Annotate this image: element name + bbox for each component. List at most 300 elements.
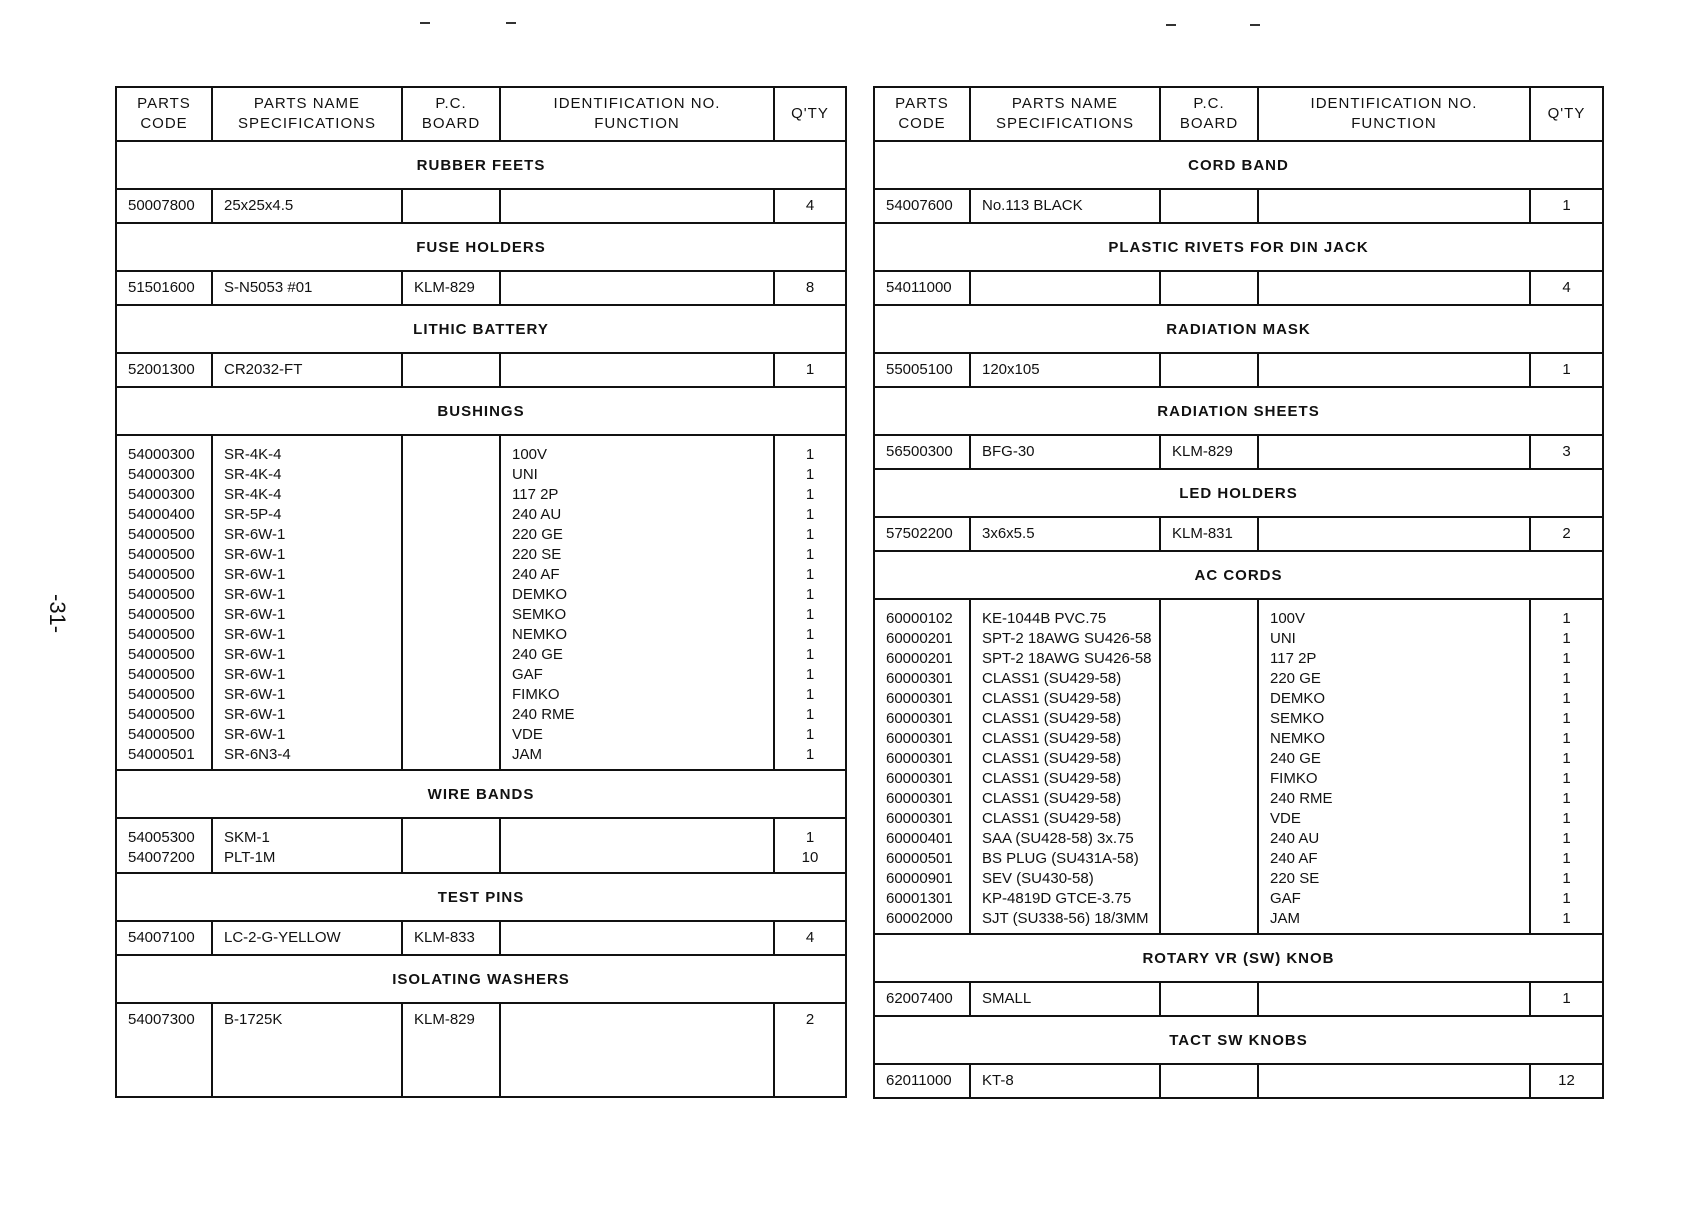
quantity: 1 bbox=[1562, 650, 1571, 667]
quantity: 1 bbox=[805, 566, 815, 583]
pc-board bbox=[1172, 789, 1246, 809]
parts-name-cell bbox=[971, 1065, 1161, 1097]
quantity: 1 bbox=[805, 746, 815, 763]
parts-name: SR-6W-1 bbox=[224, 526, 286, 543]
scan-mark bbox=[506, 22, 516, 24]
pc-board: KLM-829 bbox=[414, 1011, 475, 1028]
parts-code: 60000301 bbox=[886, 730, 953, 747]
identification: SEMKO bbox=[1270, 710, 1325, 727]
parts-name: SR-6W-1 bbox=[224, 666, 286, 683]
identification: SEMKO bbox=[512, 606, 567, 623]
parts-name: SR-4K-4 bbox=[224, 466, 282, 483]
identification: DEMKO bbox=[1270, 690, 1326, 707]
identification bbox=[1270, 360, 1518, 380]
parts-code-cell bbox=[117, 190, 213, 222]
identification bbox=[512, 360, 762, 380]
header-row bbox=[117, 88, 845, 142]
identification-cell bbox=[501, 436, 775, 769]
pc-board bbox=[1172, 360, 1246, 380]
quantity: 4 bbox=[805, 197, 815, 214]
pc-board bbox=[414, 465, 488, 485]
quantity: 1 bbox=[1562, 810, 1571, 827]
identification: 117 2P bbox=[512, 486, 559, 503]
parts-name: CLASS1 (SU429-58) bbox=[982, 670, 1122, 687]
quantity-cell bbox=[775, 190, 845, 222]
parts-name-cell bbox=[971, 983, 1161, 1015]
quantity-cell bbox=[1531, 518, 1602, 550]
pc-board bbox=[414, 360, 488, 380]
section-title: LED HOLDERS bbox=[875, 470, 1602, 518]
quantity-cell bbox=[1531, 354, 1602, 386]
parts-code: 54000400 bbox=[128, 506, 195, 523]
quantity: 3 bbox=[1562, 443, 1571, 460]
parts-code-cell bbox=[117, 436, 213, 769]
parts-name: CLASS1 (SU429-58) bbox=[982, 750, 1122, 767]
quantity: 4 bbox=[1562, 279, 1571, 296]
parts-code: 54007100 bbox=[128, 929, 195, 946]
parts-row bbox=[875, 983, 1602, 1017]
parts-table-left bbox=[115, 86, 847, 1098]
quantity: 4 bbox=[805, 929, 815, 946]
section-title: RADIATION SHEETS bbox=[875, 388, 1602, 436]
parts-code-cell bbox=[117, 272, 213, 304]
section-title: TACT SW KNOBS bbox=[875, 1017, 1602, 1065]
parts-name: SR-6W-1 bbox=[224, 726, 286, 743]
parts-code: 54000500 bbox=[128, 646, 195, 663]
identification: 220 GE bbox=[512, 526, 563, 543]
parts-name: SR-6N3-4 bbox=[224, 746, 291, 763]
parts-row bbox=[117, 272, 845, 306]
pc-board bbox=[1172, 1071, 1246, 1091]
parts-row bbox=[875, 436, 1602, 470]
quantity-cell bbox=[775, 354, 845, 386]
parts-code: 54007600 bbox=[886, 197, 953, 214]
quantity: 1 bbox=[805, 586, 815, 603]
quantity: 8 bbox=[805, 279, 815, 296]
parts-code: 60000301 bbox=[886, 770, 953, 787]
quantity-cell bbox=[1531, 272, 1602, 304]
parts-code-header: PARTS CODE bbox=[117, 88, 213, 140]
identification-cell bbox=[501, 190, 775, 222]
parts-name-cell bbox=[971, 190, 1161, 222]
parts-row bbox=[117, 1004, 845, 1096]
parts-code-cell bbox=[117, 1004, 213, 1096]
identification: 240 GE bbox=[1270, 750, 1321, 767]
section-title: WIRE BANDS bbox=[117, 771, 845, 819]
parts-name: 25x25x4.5 bbox=[224, 197, 294, 214]
identification-cell bbox=[1259, 600, 1531, 933]
parts-name: KT-8 bbox=[982, 1072, 1014, 1089]
parts-code-cell bbox=[117, 922, 213, 954]
pc-board: KLM-829 bbox=[414, 279, 475, 296]
parts-code: 52001300 bbox=[128, 361, 195, 378]
identification-cell bbox=[501, 922, 775, 954]
identification: 100V bbox=[1270, 610, 1306, 627]
pc-board bbox=[1172, 629, 1246, 649]
parts-name: SPT-2 18AWG SU426-58 bbox=[982, 650, 1152, 667]
parts-name-header: PARTS NAME SPECIFICATIONS bbox=[971, 88, 1161, 140]
pc-board bbox=[414, 545, 488, 565]
parts-name: CLASS1 (SU429-58) bbox=[982, 710, 1122, 727]
parts-code-header: PARTS CODE bbox=[875, 88, 971, 140]
identification-cell bbox=[1259, 983, 1531, 1015]
pc-board bbox=[414, 705, 488, 725]
parts-name: CLASS1 (SU429-58) bbox=[982, 810, 1122, 827]
parts-code: 54000500 bbox=[128, 566, 195, 583]
pc-board bbox=[1172, 609, 1246, 629]
parts-name: SR-6W-1 bbox=[224, 566, 286, 583]
quantity: 1 bbox=[805, 626, 815, 643]
parts-name: CLASS1 (SU429-58) bbox=[982, 730, 1122, 747]
quantity-cell bbox=[775, 819, 845, 872]
quantity: 1 bbox=[805, 646, 815, 663]
pc-board-cell bbox=[403, 436, 501, 769]
pc-board bbox=[1172, 869, 1246, 889]
parts-code: 60000501 bbox=[886, 850, 953, 867]
parts-code: 54000300 bbox=[128, 446, 195, 463]
identification bbox=[512, 928, 762, 948]
parts-name: SR-4K-4 bbox=[224, 446, 282, 463]
parts-code: 60000301 bbox=[886, 690, 953, 707]
parts-code: 54000500 bbox=[128, 666, 195, 683]
parts-name: SAA (SU428-58) 3x.75 bbox=[982, 830, 1134, 847]
identification: FIMKO bbox=[512, 686, 560, 703]
identification: 240 AU bbox=[1270, 830, 1320, 847]
parts-code: 54011000 bbox=[886, 279, 952, 296]
parts-row bbox=[875, 272, 1602, 306]
identification: 240 RME bbox=[1270, 790, 1333, 807]
parts-code: 60000301 bbox=[886, 790, 953, 807]
parts-code: 54007200 bbox=[128, 849, 195, 866]
identification: 220 GE bbox=[1270, 670, 1321, 687]
parts-code: 54005300 bbox=[128, 829, 195, 846]
identification: 220 SE bbox=[512, 546, 562, 563]
parts-code: 60001301 bbox=[886, 890, 953, 907]
pc-board bbox=[1172, 809, 1246, 829]
parts-code: 54007300 bbox=[128, 1011, 195, 1028]
parts-code: 56500300 bbox=[886, 443, 953, 460]
parts-row bbox=[875, 518, 1602, 552]
parts-name-cell bbox=[213, 1004, 403, 1096]
quantity: 1 bbox=[1562, 750, 1571, 767]
pc-board-cell bbox=[1161, 983, 1259, 1015]
quantity: 1 bbox=[805, 466, 815, 483]
pc-board-cell bbox=[1161, 436, 1259, 468]
pc-board bbox=[414, 685, 488, 705]
section-title: TEST PINS bbox=[117, 874, 845, 922]
pc-board bbox=[414, 565, 488, 585]
pc-board bbox=[414, 605, 488, 625]
parts-code-cell bbox=[875, 1065, 971, 1097]
pc-board bbox=[414, 665, 488, 685]
quantity-cell bbox=[1531, 190, 1602, 222]
qty-header: Q'TY bbox=[791, 105, 829, 122]
parts-name: CR2032-FT bbox=[224, 361, 303, 378]
identification-cell bbox=[1259, 1065, 1531, 1097]
identification-cell bbox=[1259, 272, 1531, 304]
quantity: 1 bbox=[805, 829, 815, 846]
quantity-cell bbox=[1531, 600, 1602, 933]
identification: NEMKO bbox=[512, 626, 568, 643]
parts-code: 60000301 bbox=[886, 710, 953, 727]
identification-cell bbox=[501, 819, 775, 872]
parts-code: 60000301 bbox=[886, 810, 953, 827]
parts-name-cell bbox=[213, 436, 403, 769]
quantity: 1 bbox=[1562, 670, 1571, 687]
parts-code: 54000500 bbox=[128, 726, 195, 743]
quantity: 1 bbox=[805, 706, 815, 723]
pc-board bbox=[414, 725, 488, 745]
pc-board-header: P.C. BOARD bbox=[403, 88, 501, 140]
pc-board: KLM-833 bbox=[414, 929, 475, 946]
pc-board bbox=[414, 585, 488, 605]
quantity: 1 bbox=[1562, 870, 1571, 887]
parts-name: SR-6W-1 bbox=[224, 606, 286, 623]
parts-code: 54000300 bbox=[128, 486, 195, 503]
pc-board bbox=[414, 196, 488, 216]
parts-code-cell bbox=[117, 819, 213, 872]
quantity: 1 bbox=[1562, 730, 1571, 747]
identification bbox=[1270, 278, 1518, 298]
identification-cell bbox=[501, 354, 775, 386]
identification: VDE bbox=[1270, 810, 1301, 827]
identification bbox=[512, 1010, 762, 1030]
pc-board bbox=[414, 828, 488, 848]
quantity: 1 bbox=[1562, 690, 1571, 707]
parts-code: 60002000 bbox=[886, 910, 953, 927]
identification: 117 2P bbox=[1270, 650, 1317, 667]
identification: 240 RME bbox=[512, 706, 575, 723]
quantity: 1 bbox=[805, 446, 815, 463]
parts-code: 54000500 bbox=[128, 526, 195, 543]
parts-code: 50007800 bbox=[128, 197, 195, 214]
quantity: 1 bbox=[805, 361, 815, 378]
identification: NEMKO bbox=[1270, 730, 1326, 747]
pc-board bbox=[1172, 669, 1246, 689]
section-title: RUBBER FEETS bbox=[117, 142, 845, 190]
quantity: 1 bbox=[805, 686, 815, 703]
pc-board-cell bbox=[1161, 272, 1259, 304]
parts-name: BS PLUG (SU431A-58) bbox=[982, 850, 1139, 867]
parts-code: 54000500 bbox=[128, 606, 195, 623]
identification-header: IDENTIFICATION NO. FUNCTION bbox=[501, 88, 775, 140]
parts-name: SPT-2 18AWG SU426-58 bbox=[982, 630, 1152, 647]
quantity: 2 bbox=[1562, 525, 1571, 542]
scan-mark bbox=[420, 22, 430, 24]
identification: JAM bbox=[1270, 910, 1300, 927]
quantity: 1 bbox=[1562, 197, 1571, 214]
identification bbox=[1270, 196, 1518, 216]
parts-code-cell bbox=[875, 354, 971, 386]
pc-board-cell bbox=[1161, 600, 1259, 933]
parts-name: SR-6W-1 bbox=[224, 646, 286, 663]
parts-code-cell bbox=[875, 600, 971, 933]
parts-name: SR-6W-1 bbox=[224, 686, 286, 703]
quantity: 1 bbox=[805, 726, 815, 743]
pc-board-cell bbox=[1161, 354, 1259, 386]
pc-board bbox=[414, 525, 488, 545]
identification bbox=[1270, 524, 1518, 544]
identification: 100V bbox=[512, 446, 548, 463]
pc-board-header: P.C. BOARD bbox=[1161, 88, 1259, 140]
parts-code: 60000201 bbox=[886, 650, 953, 667]
identification: DEMKO bbox=[512, 586, 568, 603]
identification bbox=[1270, 989, 1518, 1009]
quantity: 1 bbox=[1562, 790, 1571, 807]
identification: UNI bbox=[512, 466, 538, 483]
quantity-cell bbox=[1531, 436, 1602, 468]
quantity: 10 bbox=[801, 849, 819, 866]
pc-board: KLM-831 bbox=[1172, 525, 1233, 542]
identification: JAM bbox=[512, 746, 542, 763]
identification: 240 GE bbox=[512, 646, 563, 663]
parts-code-cell bbox=[875, 272, 971, 304]
identification-cell bbox=[501, 272, 775, 304]
parts-name: SR-5P-4 bbox=[224, 506, 282, 523]
identification: GAF bbox=[512, 666, 543, 683]
pc-board-cell bbox=[1161, 190, 1259, 222]
section-title: ROTARY VR (SW) KNOB bbox=[875, 935, 1602, 983]
parts-name: SR-6W-1 bbox=[224, 586, 286, 603]
parts-name: 120x105 bbox=[982, 361, 1040, 378]
parts-code: 62007400 bbox=[886, 990, 953, 1007]
parts-code: 54000500 bbox=[128, 626, 195, 643]
parts-name-header: PARTS NAME SPECIFICATIONS bbox=[213, 88, 403, 140]
parts-row bbox=[875, 1065, 1602, 1097]
identification-cell bbox=[1259, 436, 1531, 468]
parts-name-cell bbox=[213, 272, 403, 304]
parts-name: No.113 BLACK bbox=[982, 197, 1083, 214]
pc-board-cell bbox=[403, 1004, 501, 1096]
identification-cell bbox=[1259, 518, 1531, 550]
pc-board-cell bbox=[403, 354, 501, 386]
parts-row bbox=[117, 922, 845, 956]
pc-board bbox=[414, 445, 488, 465]
quantity: 1 bbox=[805, 606, 815, 623]
quantity-cell bbox=[1531, 1065, 1602, 1097]
page-number: -31- bbox=[45, 594, 70, 634]
section-title: AC CORDS bbox=[875, 552, 1602, 600]
parts-code: 60000201 bbox=[886, 630, 953, 647]
parts-name: PLT-1M bbox=[224, 849, 276, 866]
pc-board-cell bbox=[1161, 518, 1259, 550]
pc-board bbox=[414, 848, 488, 868]
parts-name-cell bbox=[213, 190, 403, 222]
parts-name-cell bbox=[971, 436, 1161, 468]
parts-code-cell bbox=[875, 436, 971, 468]
pc-board bbox=[1172, 769, 1246, 789]
parts-code: 54000500 bbox=[128, 706, 195, 723]
parts-name: LC-2-G-YELLOW bbox=[224, 929, 341, 946]
parts-code: 57502200 bbox=[886, 525, 953, 542]
quantity: 1 bbox=[1562, 830, 1571, 847]
quantity-cell bbox=[775, 922, 845, 954]
quantity: 1 bbox=[1562, 630, 1571, 647]
identification bbox=[512, 278, 762, 298]
header-row bbox=[875, 88, 1602, 142]
quantity: 2 bbox=[805, 1011, 815, 1028]
identification-cell bbox=[501, 1004, 775, 1096]
pc-board bbox=[414, 485, 488, 505]
parts-name: BFG-30 bbox=[982, 443, 1035, 460]
pc-board bbox=[1172, 749, 1246, 769]
parts-name: SJT (SU338-56) 18/3MM bbox=[982, 910, 1149, 927]
identification: FIMKO bbox=[1270, 770, 1318, 787]
parts-name: 3x6x5.5 bbox=[982, 525, 1035, 542]
parts-code: 60000401 bbox=[886, 830, 953, 847]
parts-code: 60000102 bbox=[886, 610, 953, 627]
parts-row bbox=[117, 354, 845, 388]
pc-board bbox=[414, 645, 488, 665]
identification bbox=[1270, 1071, 1518, 1091]
parts-code-cell bbox=[117, 354, 213, 386]
parts-code: 60000901 bbox=[886, 870, 953, 887]
parts-name: SR-6W-1 bbox=[224, 546, 286, 563]
parts-code: 54000501 bbox=[128, 746, 195, 763]
pc-board bbox=[1172, 909, 1246, 929]
pc-board bbox=[1172, 989, 1246, 1009]
identification: VDE bbox=[512, 726, 543, 743]
parts-name bbox=[982, 278, 1148, 298]
quantity: 1 bbox=[1562, 770, 1571, 787]
parts-name: CLASS1 (SU429-58) bbox=[982, 690, 1122, 707]
parts-code-cell bbox=[875, 518, 971, 550]
pc-board bbox=[1172, 829, 1246, 849]
parts-row bbox=[875, 354, 1602, 388]
section-title: ISOLATING WASHERS bbox=[117, 956, 845, 1004]
quantity: 1 bbox=[805, 666, 815, 683]
pc-board bbox=[1172, 278, 1246, 298]
identification-cell bbox=[1259, 190, 1531, 222]
parts-code: 62011000 bbox=[886, 1072, 952, 1089]
identification bbox=[512, 828, 762, 848]
quantity-cell bbox=[775, 272, 845, 304]
identification: 240 AF bbox=[1270, 850, 1318, 867]
pc-board bbox=[1172, 849, 1246, 869]
quantity: 1 bbox=[805, 546, 815, 563]
quantity: 1 bbox=[1562, 850, 1571, 867]
parts-name-cell bbox=[971, 518, 1161, 550]
parts-code: 60000301 bbox=[886, 670, 953, 687]
pc-board bbox=[1172, 649, 1246, 669]
quantity: 1 bbox=[1562, 361, 1571, 378]
parts-code: 54000300 bbox=[128, 466, 195, 483]
parts-name-cell bbox=[971, 272, 1161, 304]
parts-name-cell bbox=[213, 819, 403, 872]
parts-code: 54000500 bbox=[128, 686, 195, 703]
parts-code: 55005100 bbox=[886, 361, 953, 378]
parts-row bbox=[875, 600, 1602, 935]
pc-board bbox=[414, 745, 488, 765]
identification: UNI bbox=[1270, 630, 1296, 647]
parts-code: 51501600 bbox=[128, 279, 195, 296]
scan-mark bbox=[1250, 24, 1260, 26]
section-title: CORD BAND bbox=[875, 142, 1602, 190]
parts-name-cell bbox=[971, 354, 1161, 386]
identification: 240 AU bbox=[512, 506, 562, 523]
quantity: 1 bbox=[805, 526, 815, 543]
parts-code-cell bbox=[875, 983, 971, 1015]
parts-table-right bbox=[873, 86, 1604, 1099]
identification bbox=[512, 848, 762, 868]
parts-row bbox=[875, 190, 1602, 224]
pc-board-cell bbox=[403, 272, 501, 304]
parts-name: SMALL bbox=[982, 990, 1032, 1007]
scan-mark bbox=[1166, 24, 1176, 26]
quantity: 1 bbox=[1562, 610, 1571, 627]
parts-name: S-N5053 #01 bbox=[224, 279, 313, 296]
pc-board bbox=[414, 625, 488, 645]
